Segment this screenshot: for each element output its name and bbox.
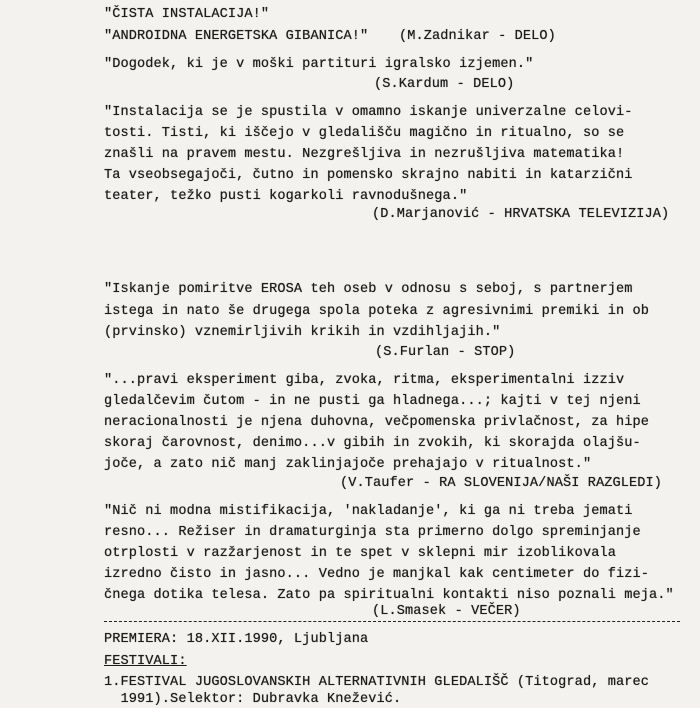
dashed-separator [104, 621, 680, 622]
quote-line: čnega dotika telesa. Zato pa spiritualni kontakti niso poznali meja." [104, 588, 674, 603]
quote-line: "...pravi eksperiment giba, zvoka, ritma, eksperimentalni izziv [104, 373, 625, 388]
quote-line: izredno čisto in jasno... Vedno je manjkal kak centimeter do fizi- [104, 567, 649, 582]
festivals-heading: FESTIVALI: [104, 654, 187, 669]
quote-line: znašli na pravem mestu. Nezgrešljiva in nezrušljiva matematika! [104, 147, 625, 162]
quote-attribution: (L.Smasek - VEČER) [372, 604, 521, 619]
quote-attribution: (M.Zadnikar - DELO) [399, 29, 556, 44]
quote-line: "ČISTA INSTALACIJA!" [104, 7, 270, 22]
quote-line: gledalčevim čutom - in ne pusti ga hladnega...; kajti v tej njeni [104, 394, 641, 409]
premiere-line: PREMIERA: 18.XII.1990, Ljubljana [104, 632, 369, 647]
festival-item: 1.FESTIVAL JUGOSLOVANSKIH ALTERNATIVNIH GLEDALIŠČ (Titograd, marec [104, 675, 649, 690]
quote-line: Ta vseobsegajoči, čutno in pomensko skrajno nabiti in katarzični [104, 168, 633, 183]
quote-line: tosti. Tisti, ki iščejo v gledališču magično in ritualno, so se [104, 126, 625, 141]
quote-line: "Iskanje pomiritve EROSA teh oseb v odnosu s seboj, s partnerjem [104, 282, 633, 297]
quote-line: neracionalnosti je njena duhovna, večpomenska privlačnost, za hipe [104, 415, 649, 430]
quote-line: resno... Režiser in dramaturginja sta primerno dolgo spreminjanje [104, 525, 641, 540]
quote-attribution: (S.Kardum - DELO) [374, 77, 515, 92]
quote-attribution: (S.Furlan - STOP) [375, 345, 516, 360]
quote-line: teater, težko pusti kogarkoli ravnodušnega." [104, 189, 468, 204]
festival-item: 1991).Selektor: Dubravka Knežević. [104, 692, 402, 707]
quote-line: otrplosti v razžarjenost in te spet v sklepni mir izoblikovala [104, 546, 616, 561]
quote-line: skoraj čarovnost, denimo...v gibih in zvokih, ki skorajda olajšu- [104, 436, 641, 451]
quote-line: "Instalacija se je spustila v omamno iskanje univerzalne celovi- [104, 105, 633, 120]
quote-line: "ANDROIDNA ENERGETSKA GIBANICA!" [104, 29, 369, 44]
quote-line: joče, a zato nič manj zaklinjajoče prehajajo v ritualnost." [104, 457, 592, 472]
quote-line: "Dogodek, ki je v moški partituri igralsko izjemen." [104, 57, 534, 72]
quote-line: istega in nato še drugega spola poteka z agresivnimi premiki in ob [104, 304, 649, 319]
quote-attribution: (V.Taufer - RA SLOVENIJA/NAŠI RAZGLEDI) [340, 476, 663, 491]
quote-line: "Nič ni modna mistifikacija, 'nakladanje', ki ga ni treba jemati [104, 504, 633, 519]
quote-line: (prvinsko) vznemirljivih krikih in vzdihljajih." [104, 325, 501, 340]
quote-attribution: (D.Marjanović - HRVATSKA TELEVIZIJA) [372, 207, 670, 222]
